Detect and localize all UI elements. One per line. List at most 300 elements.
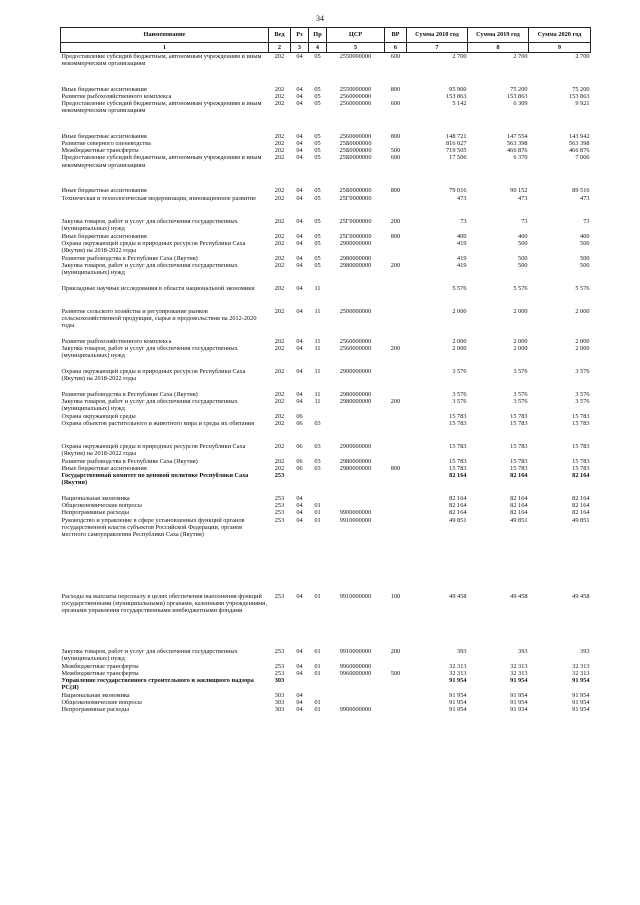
csr-cell: 2980000000 [339,397,372,405]
row-name-cell: Межбюджетные трансферты [61,662,139,670]
ved-cell: 253 [274,502,285,510]
ved-cell: 303 [274,691,285,699]
sum-2020-cell: 15 783 [572,458,590,466]
sum-2020-cell: 89 516 [572,187,590,195]
pr-cell: 03 [314,443,321,451]
sum-2018-cell: 3 576 [452,367,467,375]
pr-cell: 05 [314,100,321,108]
sum-2020-cell: 5 576 [575,284,590,292]
table-row [61,169,591,194]
pr-cell: 01 [314,698,321,706]
sum-2018-cell: 816 027 [446,140,467,148]
rz-cell: 04 [296,100,303,108]
row-name-cell: Развитие рыбоводства в Республике Саха (Якутия) [61,458,198,466]
row-name-cell: Развитие северного оленеводства [61,140,151,148]
vr-cell [385,699,407,706]
sum-2019-cell: 563 398 [507,140,528,148]
row-name-cell: Руководство и управление в сфере установленных функций органов государственной власти субъектов Российской Федерации, органов местного самоуправления Республики Саха (Якутия) [61,516,245,538]
rz-cell: 04 [296,337,303,345]
row-name-cell: Иные бюджетные ассигнования [61,133,147,141]
rz-cell: 04 [296,194,303,202]
sum-2019-cell: 82 164 [510,509,528,517]
sum-2019-cell: 15 783 [510,420,528,428]
ved-cell: 253 [274,669,285,677]
rz-cell: 04 [296,669,303,677]
sum-2018-cell: 3 576 [452,397,467,405]
sum-2018-cell: 32 313 [449,662,467,670]
sum-2020-cell: 49 851 [572,516,590,524]
row-name-cell: Государственный комитет по ценовой политике Республики Саха (Якутия) [61,472,249,487]
sum-2019-cell: 500 [518,254,528,262]
csr-cell: 25Г0000000 [339,194,372,202]
vr-cell [385,472,407,487]
csr-cell [327,502,385,509]
sum-2020-cell: 49 458 [572,592,590,600]
rz-cell: 06 [296,465,303,473]
vr-cell [385,509,407,516]
csr-cell: 2900000000 [339,367,372,375]
rz-cell: 04 [296,93,303,101]
csr-cell: 9910000000 [339,647,372,655]
pr-cell: 05 [314,232,321,240]
sum-2019-cell: 2 700 [513,53,528,60]
table-row [61,300,591,330]
table-row [61,115,591,140]
pr-cell: 05 [314,194,321,202]
rz-cell [291,472,309,487]
sum-2019-cell: 82 164 [510,472,528,480]
pr-cell: 01 [314,516,321,524]
pr-cell [309,413,327,420]
csr-cell: 25Б0000000 [339,147,372,155]
csr-cell: 2900000000 [339,239,372,247]
sum-2020-cell: 15 783 [572,443,590,451]
sum-2019-cell: 473 [518,194,528,202]
table-row [61,330,591,345]
csr-cell [327,420,385,435]
table-row [61,420,591,435]
pr-cell: 11 [314,307,321,315]
sum-2019-cell: 82 164 [510,502,528,510]
rz-cell: 04 [296,254,303,262]
table-row [61,53,591,69]
csr-cell: 2550000000 [339,53,372,60]
row-name-cell: Закупка товаров, работ и услуг для обеспечения государственных (муниципальных) нужд [61,344,238,359]
sum-2020-cell: 32 313 [572,669,590,677]
table-row [61,677,591,692]
row-name-cell: Развитие рыбоводства в Республике Саха (Якутия) [61,254,198,262]
ved-cell: 202 [274,412,285,420]
table-row [61,345,591,360]
sum-2019-cell: 49 458 [510,592,528,600]
sum-2018-cell: 2 700 [452,53,467,60]
header-row [61,28,591,43]
vr-cell: 200 [390,344,401,352]
pr-cell [309,487,327,502]
row-name-cell: Развитие рыбохозяйственного комплекса [61,337,172,345]
sum-2018-cell: 15 783 [449,443,467,451]
ved-cell: 253 [274,495,285,503]
row-name-cell: Охрана окружающей среды [61,412,136,420]
vr-cell [385,93,407,100]
rz-cell: 04 [296,86,303,93]
sum-2020-cell: 32 313 [572,662,590,670]
sum-2018-cell: 15 783 [449,458,467,466]
vr-cell [385,277,407,300]
table-row [61,360,591,383]
table-row [61,147,591,154]
row-name-cell: Закупка товаров, работ и услуг для обеспечения государственных (муниципальных) нужд [61,647,238,662]
ved-cell: 202 [274,420,285,428]
csr-cell: 9960000000 [339,669,372,677]
col-header-name: Наименование [61,28,269,43]
sum-2018-cell: 419 [457,239,467,247]
pr-cell [309,677,327,692]
sum-2019-cell: 15 783 [510,412,528,420]
sum-2018-cell: 15 783 [449,420,467,428]
rz-cell: 04 [296,133,303,141]
vr-cell: 500 [390,669,401,677]
rz-cell: 04 [296,691,303,699]
ved-cell: 202 [274,337,285,345]
rz-cell: 04 [296,592,303,600]
sum-2020-cell: 473 [580,194,590,202]
row-name-cell: Общеэкономические вопросы [61,502,142,510]
rz-cell: 06 [296,458,303,466]
sum-2019-cell: 147 554 [507,133,528,141]
vr-cell: 800 [390,465,401,473]
csr-cell: 25Г0000000 [339,232,372,240]
csr-cell [327,699,385,706]
col-number: 7 [407,43,468,53]
table-row [61,413,591,420]
sum-2020-cell: 563 398 [569,140,590,148]
vr-cell: 200 [390,261,401,269]
vr-cell [385,383,407,398]
sum-2018-cell: 393 [457,647,467,655]
sum-2020-cell: 15 783 [572,420,590,428]
pr-cell: 05 [314,53,321,60]
vr-cell [385,677,407,692]
sum-2018-cell: 473 [457,194,467,202]
csr-cell [327,413,385,420]
vr-cell [385,663,407,670]
row-name-cell: Прикладные научные исследования в области национальной экономики [61,284,255,292]
row-name-cell: Охрана объектов растительного и животного мира и среды их обитания [61,420,255,428]
pr-cell: 05 [314,86,321,93]
sum-2020-cell: 500 [580,261,590,269]
vr-cell: 800 [390,232,401,240]
csr-cell: 9900000000 [339,705,372,713]
rz-cell: 06 [296,412,303,420]
sum-2018-cell: 719 505 [446,147,467,155]
csr-cell: 9910000000 [339,592,372,600]
pr-cell: 05 [314,93,321,101]
sum-2018-cell: 91 954 [449,676,467,684]
rz-cell: 04 [296,495,303,503]
sum-2019-cell: 2 000 [513,337,528,345]
col-header-csr: ЦСР [327,28,385,43]
row-name-cell: Предоставление субсидий бюджетным, автономным учреждениям и иным некоммерческим организациям [61,53,262,68]
sum-2018-cell: 400 [457,232,467,240]
ved-cell: 253 [274,662,285,670]
csr-cell: 2550000000 [339,86,372,93]
row-name-cell: Иные бюджетные ассигнования [61,86,147,93]
pr-cell: 11 [314,367,321,375]
rz-cell: 04 [296,261,303,269]
sum-2020-cell: 393 [580,647,590,655]
vr-cell: 800 [390,187,401,195]
sum-2020-cell: 75 200 [572,86,590,93]
sum-2018-cell: 91 954 [449,705,467,713]
csr-cell: 25Г0000000 [339,217,372,225]
sum-2019-cell: 153 863 [507,93,528,101]
ved-cell: 202 [274,344,285,352]
sum-2019-cell: 91 934 [510,705,528,713]
col-header-vr: ВР [385,28,407,43]
sum-2018-cell: 2 000 [452,337,467,345]
table-row [61,435,591,458]
table-row [61,487,591,502]
column-number-row [61,43,591,53]
sum-2019-cell: 466 876 [507,147,528,155]
pr-cell: 11 [314,390,321,398]
table-row [61,210,591,233]
vr-cell: 200 [390,647,401,655]
ved-cell: 202 [274,147,285,155]
pr-cell: 01 [314,502,321,510]
col-number: 2 [269,43,291,53]
row-name-cell: Техническая и технологическая модернизация, инновационное развитие [61,194,256,202]
csr-cell: 2980000000 [339,458,372,466]
sum-2020-cell: 15 783 [572,465,590,473]
ved-cell: 202 [274,140,285,148]
table-body [61,53,591,713]
pr-cell: 01 [314,647,321,655]
row-name-cell: Развитие рыбоводства в Республике Саха (Якутия) [61,390,198,398]
ved-cell: 202 [274,154,285,162]
sum-2018-cell: 79 016 [449,187,467,195]
sum-2020-cell: 82 164 [572,509,590,517]
rz-cell: 04 [296,232,303,240]
csr-cell: 2980000000 [339,390,372,398]
ved-cell: 202 [274,254,285,262]
csr-cell [327,692,385,699]
sum-2018-cell: 153 863 [446,93,467,101]
table-row [61,398,591,413]
pr-cell: 11 [314,344,321,352]
pr-cell: 05 [314,254,321,262]
sum-2019-cell: 500 [518,239,528,247]
sum-2019-cell: 73 [521,217,528,225]
sum-2018-cell: 5 576 [452,284,467,292]
rz-cell: 04 [296,502,303,510]
sum-2020-cell: 73 [583,217,590,225]
rz-cell: 04 [296,53,303,60]
table-row [61,240,591,255]
rz-cell: 04 [296,140,303,148]
row-name-cell: Иные бюджетные ассигнования [61,187,147,195]
ved-cell: 202 [274,86,285,93]
csr-cell: 2980000000 [339,261,372,269]
row-name-cell: Межбюджетные трансферты [61,669,139,677]
sum-2019-cell: 32 313 [510,669,528,677]
ved-cell: 202 [274,187,285,195]
col-header-sum-2018: Сумма 2018 год [407,28,468,43]
col-header-sum-2019: Сумма 2019 год [468,28,529,43]
sum-2018-cell: 73 [460,217,467,225]
sum-2020-cell: 3 576 [575,397,590,405]
csr-cell: 2900000000 [339,443,372,451]
vr-cell [385,140,407,147]
col-header-pr: Пр [309,28,327,43]
rz-cell: 04 [296,217,303,225]
pr-cell: 01 [314,509,321,517]
ved-cell: 202 [274,100,285,108]
ved-cell: 202 [274,443,285,451]
csr-cell [327,277,385,300]
csr-cell: 2500000000 [339,307,372,315]
sum-2020-cell: 400 [580,232,590,240]
pr-cell: 01 [314,669,321,677]
table-row [61,502,591,509]
row-name-cell: Предоставление субсидий бюджетным, автономным учреждениям и иным некоммерческим организациям [61,100,262,115]
col-number: 3 [291,43,309,53]
rz-cell: 06 [296,420,303,428]
rz-cell: 04 [296,307,303,315]
pr-cell: 05 [314,133,321,141]
sum-2020-cell: 91 954 [572,691,590,699]
pr-cell: 11 [314,337,321,345]
csr-cell: 9900000000 [339,509,372,517]
csr-cell: 9960000000 [339,662,372,670]
row-name-cell: Охрана окружающей среды и природных ресурсов Республики Саха (Якутия) на 2018-2022 годы [61,443,246,458]
sum-2018-cell: 148 721 [446,133,467,141]
vr-cell [385,706,407,713]
rz-cell: 04 [296,154,303,162]
table-row [61,517,591,546]
rz-cell: 04 [296,344,303,352]
ved-cell: 202 [274,284,285,292]
ved-cell: 202 [274,397,285,405]
ved-cell: 202 [274,465,285,473]
pr-cell: 01 [314,705,321,713]
csr-cell [327,487,385,502]
sum-2020-cell: 2 700 [575,53,590,60]
pr-cell [309,472,327,487]
sum-2018-cell: 15 783 [449,465,467,473]
rz-cell: 04 [296,516,303,524]
ved-cell: 202 [274,307,285,315]
pr-cell: 05 [314,140,321,148]
row-name-cell: Межбюджетные трансферты [61,147,139,155]
sum-2019-cell: 91 954 [510,676,528,684]
csr-cell: 25Б0000000 [339,154,372,162]
ved-cell: 202 [274,194,285,202]
rz-cell [291,677,309,692]
pr-cell: 05 [314,239,321,247]
vr-cell: 600 [390,100,401,108]
csr-cell: 2560000000 [339,337,372,345]
pr-cell: 05 [314,187,321,195]
sum-2018-cell: 5 142 [452,100,467,108]
pr-cell: 01 [314,592,321,600]
row-name-cell: Предоставление субсидий бюджетным, автономным учреждениям и иным некоммерческим организациям [61,154,262,169]
sum-2019-cell: 2 000 [513,307,528,315]
sum-2018-cell: 32 313 [449,669,467,677]
vr-cell [385,300,407,330]
ved-cell: 202 [274,239,285,247]
pr-cell: 01 [314,662,321,670]
vr-cell [385,330,407,345]
table-row [61,670,591,677]
sum-2019-cell: 82 164 [510,495,528,503]
rz-cell: 06 [296,443,303,451]
sum-2018-cell: 49 851 [449,516,467,524]
pr-cell: 05 [314,147,321,155]
sum-2019-cell: 6 309 [513,100,528,108]
sum-2020-cell: 15 783 [572,412,590,420]
sum-2018-cell: 82 164 [449,495,467,503]
table-row [61,154,591,169]
table-row [61,546,591,630]
ved-cell: 202 [274,93,285,101]
ved-cell: 202 [274,133,285,141]
sum-2019-cell: 90 152 [510,187,528,195]
sum-2018-cell: 2 000 [452,307,467,315]
col-header-sum-2020: Сумма 2020 год [529,28,591,43]
sum-2019-cell: 500 [518,261,528,269]
sum-2020-cell: 7 006 [575,154,590,162]
sum-2018-cell: 91 954 [449,698,467,706]
sum-2018-cell: 2 000 [452,344,467,352]
sum-2018-cell: 15 783 [449,412,467,420]
ved-cell: 253 [274,592,285,600]
row-name-cell: Иные бюджетные ассигнования [61,465,147,473]
sum-2018-cell: 419 [457,254,467,262]
col-number: 1 [61,43,269,53]
sum-2019-cell: 91 954 [510,691,528,699]
row-name-cell: Непрограммные расходы [61,705,129,713]
page-number: 34 [316,14,324,23]
sum-2020-cell: 9 921 [575,100,590,108]
vr-cell [385,487,407,502]
col-number: 9 [529,43,591,53]
sum-2018-cell: 82 164 [449,509,467,517]
rz-cell: 04 [296,147,303,155]
row-name-cell: Охрана окружающей среды и природных ресурсов Республики Саха (Якутия) на 2018-2022 годы [61,367,246,382]
row-name-cell: Национальная экономика [61,495,130,503]
rz-cell: 04 [296,509,303,517]
col-number: 4 [309,43,327,53]
table-row [61,699,591,706]
sum-2020-cell: 91 954 [572,698,590,706]
sum-2019-cell: 32 313 [510,662,528,670]
row-name-cell: Иные бюджетные ассигнования [61,232,147,240]
pr-cell: 05 [314,154,321,162]
table-row [61,706,591,713]
ved-cell: 253 [274,647,285,655]
ved-cell: 303 [274,676,285,684]
row-name-cell: Закупка товаров, работ и услуг для обеспечения государственных (муниципальных) нужд [61,261,238,276]
table-row [61,458,591,465]
sum-2019-cell: 15 783 [510,465,528,473]
ved-cell: 202 [274,232,285,240]
rz-cell: 04 [296,367,303,375]
sum-2019-cell: 15 783 [510,443,528,451]
ved-cell: 253 [274,472,285,480]
sum-2019-cell: 15 783 [510,458,528,466]
